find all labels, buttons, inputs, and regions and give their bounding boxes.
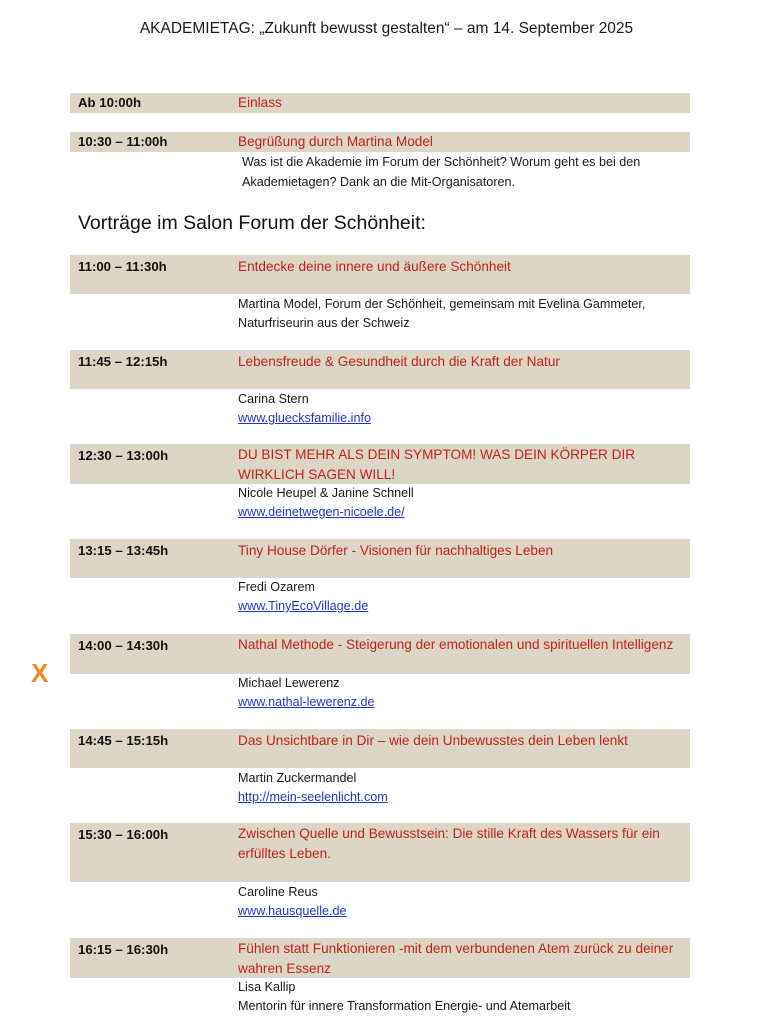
speaker-name: Martina Model, Forum der Schönheit, gemeinsam mit Evelina Gammeter, <box>238 297 646 311</box>
row-talk-title: Begrüßung durch Martina Model <box>238 134 433 149</box>
row-time: 11:00 – 11:30h <box>78 259 167 274</box>
row-talk-title: Tiny House Dörfer - Visionen für nachhaltiges Leben <box>238 543 554 558</box>
row-details <box>238 578 698 616</box>
row-talk-title: Fühlen statt Funktionieren -mit dem verbundenen Atem zurück zu deiner wahren Essenz <box>238 941 674 976</box>
speaker-name: Caroline Reus <box>238 885 318 899</box>
row-time: 13:15 – 13:45h <box>78 543 169 558</box>
speaker-name: Carina Stern <box>238 392 309 406</box>
schedule-row <box>70 93 690 113</box>
row-talk-title: Lebensfreude & Gesundheit durch die Kraft der Natur <box>238 354 560 369</box>
row-time: 16:15 – 16:30h <box>78 942 169 957</box>
row-time: 11:45 – 12:15h <box>78 354 168 369</box>
row-talk-title: Entdecke deine innere und äußere Schönheit <box>238 259 511 274</box>
row-talk-title: Das Unsichtbare in Dir – wie dein Unbewusstes dein Leben lenkt <box>238 733 628 748</box>
schedule-row <box>70 729 690 809</box>
row-time: 14:45 – 15:15h <box>78 733 169 748</box>
row-details <box>238 978 698 1016</box>
row-talk-title: Nathal Methode - Steigerung der emotionalen und spirituellen Intelligenz <box>238 637 674 652</box>
description-line: Was ist die Akademie im Forum der Schönheit? Worum geht es bei den <box>242 155 641 169</box>
schedule-row <box>70 634 690 714</box>
speaker-link[interactable]: www.deinetwegen-nicoele.de/ <box>238 505 405 519</box>
row-time: 10:30 – 11:00h <box>78 134 168 149</box>
description-line: Akademietagen? Dank an die Mit-Organisatoren. <box>242 175 516 189</box>
speaker-name: Nicole Heupel & Janine Schnell <box>238 486 414 500</box>
schedule-row <box>70 823 690 923</box>
row-details <box>238 674 698 712</box>
schedule-row <box>70 255 690 335</box>
speaker-name: Lisa Kallip <box>238 980 296 994</box>
row-details <box>238 390 698 428</box>
row-time: 14:00 – 14:30h <box>78 638 169 653</box>
speaker-link[interactable]: www.gluecksfamilie.info <box>238 411 371 425</box>
row-time: Ab 10:00h <box>78 95 142 110</box>
speaker-link[interactable]: http://mein-seelenlicht.com <box>238 790 388 804</box>
row-description <box>242 152 702 192</box>
speaker-name: Martin Zuckermandel <box>238 771 357 785</box>
row-talk-title: Einlass <box>238 95 282 110</box>
x-marker-icon: X <box>31 658 49 688</box>
row-time: 12:30 – 13:00h <box>78 448 169 463</box>
schedule-row <box>70 444 690 524</box>
row-details <box>238 769 698 807</box>
schedule-row <box>70 350 690 430</box>
row-time: 15:30 – 16:00h <box>78 827 169 842</box>
section-heading: Vorträge im Salon Forum der Schönheit: <box>78 212 426 234</box>
speaker-link[interactable]: www.hausquelle.de <box>238 904 347 918</box>
schedule-row <box>70 938 690 1024</box>
speaker-link[interactable]: www.nathal-lewerenz.de <box>238 695 375 709</box>
schedule-row <box>70 132 690 192</box>
schedule-row <box>70 539 690 619</box>
speaker-link[interactable]: www.TinyEcoVillage.de <box>238 599 369 613</box>
row-talk-title: DU BIST MEHR ALS DEIN SYMPTOM! WAS DEIN KÖRPER DIR WIRKLICH SAGEN WILL! <box>238 447 636 482</box>
row-details <box>238 484 698 522</box>
speaker-name: Michael Lewerenz <box>238 676 340 690</box>
speaker-extra: Mentorin für innere Transformation Energie- und Atemarbeit <box>238 999 571 1013</box>
row-details <box>238 883 698 921</box>
page-title: AKADEMIETAG: „Zukunft bewusst gestalten“ – am 14. September 2025 <box>139 20 634 37</box>
row-details <box>238 295 698 333</box>
row-talk-title: Zwischen Quelle und Bewusstsein: Die stille Kraft des Wassers für ein erfülltes Leben. <box>238 826 660 861</box>
speaker-name: Fredi Ozarem <box>238 580 315 594</box>
speaker-extra: Naturfriseurin aus der Schweiz <box>238 316 410 330</box>
